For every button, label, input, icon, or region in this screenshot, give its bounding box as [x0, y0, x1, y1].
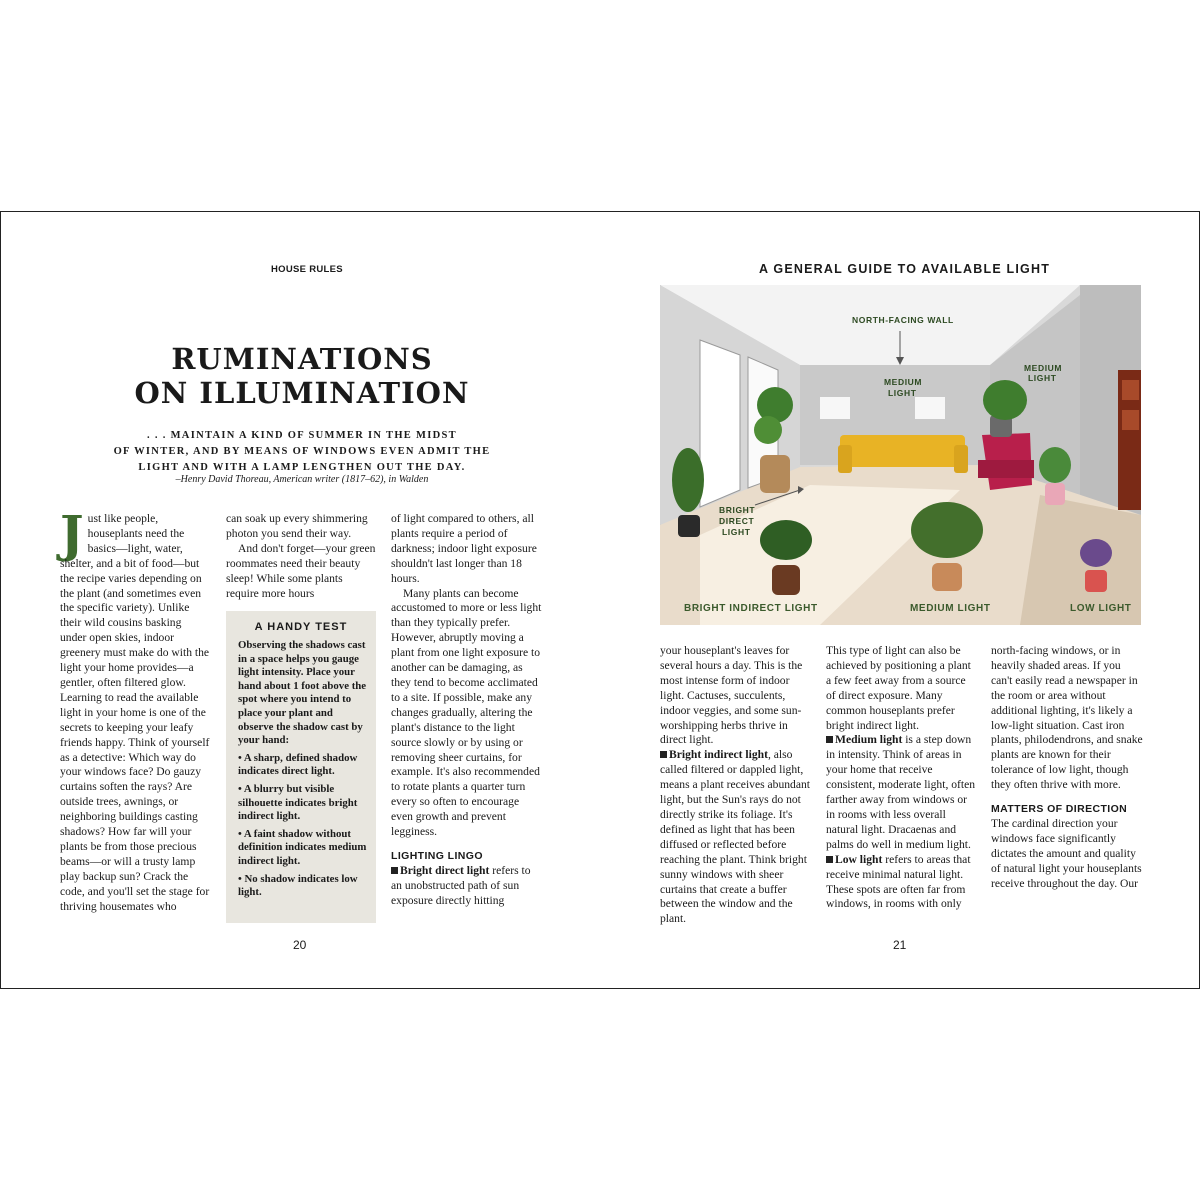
col2-paragraph-2: And don't forget—your green roommates need their beauty sleep! While some plants require more hours	[226, 541, 376, 600]
label-bright-direct-1: BRIGHT	[719, 505, 756, 515]
sidebar-title: A HANDY TEST	[254, 621, 348, 633]
handy-test-sidebar	[226, 611, 376, 923]
page-title	[121, 342, 483, 410]
sidebar-bullet-3: • A faint shadow without definition indicates medium indirect light.	[238, 827, 367, 867]
lighting-lingo-subhead: LIGHTING LINGO	[391, 849, 483, 862]
rcol3-text: north-facing windows, or in heavily shaded areas. If you can't easily read a newspaper in the room or area without additional lighting, it's likely a low-light situation. Cast iron plants, philodendrons, and snake plants are known for their tolerance of low light, though they often thrive with more.	[991, 644, 1143, 792]
title-line-2: ON ILLUMINATION	[134, 376, 470, 410]
dropcap: J	[60, 504, 84, 563]
left-column-2	[226, 512, 378, 601]
col3-paragraph-3: refers to an unobstructed path of sun exposure directly hitting	[391, 863, 531, 907]
label-medium-light-a2: LIGHT	[888, 388, 917, 398]
square-bullet-icon	[826, 856, 833, 863]
sidebar-intro: Observing the shadows cast in a space helps you gauge light intensity. Place your hand about 1 foot above the spot where you intend to place your plant and observe the shadow cast by your hand:	[238, 639, 367, 747]
quote-line-3: LIGHT AND WITH A LAMP LENGTHEN OUT THE DAY.	[138, 462, 466, 473]
matters-of-direction-subhead: MATTERS OF DIRECTION	[991, 803, 1128, 816]
room-illustration-svg	[660, 285, 1141, 625]
rcol2-text: This type of light can also be achieved by positioning a plant a few feet away from a source of direct exposure. Many common houseplants prefer bright indirect light.	[826, 644, 971, 732]
square-bullet-icon	[660, 751, 667, 758]
sidebar-bullet-2: • A blurry but visible silhouette indicates bright indirect light.	[238, 782, 358, 823]
label-bright-direct-2: DIRECT	[719, 516, 755, 526]
label-medium-light-a1: MEDIUM	[884, 377, 923, 387]
epigraph-quote	[97, 428, 507, 476]
col2-paragraph-1: can soak up every shimmering photon you send their way.	[226, 512, 368, 540]
col1-text: ust like people, houseplants need the basics—light, water, shelter, and a bit of food—but the recipe varies depending on the plant (and sometimes even the specific variety). Unlike their wild cousins basking under open skies, indoor greenery must make do with the light your home provides—a gentler, often filtered glow. Learning to read the available light in your home is one of the secrets to keeping your leafy friends happy. Think of yourself as a detective: Which way do your windows face? Do gauzy curtains soften the rays? Are outside trees, awnings, or neighboring buildings casting shadows? How far will your plants be from those precious beams—or will a trusty lamp play backup sun? Crack the code, and you'll set the stage for thriving housemates who	[60, 512, 210, 913]
figure-title: A GENERAL GUIDE TO AVAILABLE LIGHT	[759, 262, 1051, 276]
title-line-1: RUMINATIONS	[171, 342, 433, 376]
rcol2-text-2: is a step down in intensity. Think of areas in your home that receive consistent, moderate light, often farther away from windows or in rooms with less overall natural light. Dracaenas and palms do well in medium light.	[826, 733, 976, 851]
page-number-left: 20	[293, 938, 307, 952]
term-bright-direct: Bright direct light	[400, 863, 490, 877]
label-north-facing-wall: NORTH-FACING WALL	[852, 315, 954, 325]
sidebar-bullet-4: • No shadow indicates low light.	[238, 872, 358, 899]
label-low-light: LOW LIGHT	[1070, 603, 1132, 614]
col3-paragraph-2: Many plants can become accustomed to more or less light than they typically prefer. However, abruptly moving a plant from one light exposure to another can be damaging, as they tend to become acclimated to a site. If possible, make any changes gradually, altering the plant's distance to the light source slowly or by using or removing sheer curtains, for example. It's also recommended to rotate plants a quarter turn every so often to encourage even growth and prevent legginess.	[391, 586, 542, 839]
running-head: HOUSE RULES	[271, 264, 343, 275]
page-number-right: 21	[893, 938, 907, 952]
right-column-3	[991, 644, 1143, 892]
quote-line-1: . . . MAINTAIN A KIND OF SUMMER IN THE MIDST	[147, 430, 457, 441]
label-medium-light-b1: MEDIUM	[1024, 363, 1063, 373]
label-medium-light-b2: LIGHT	[1028, 373, 1057, 383]
room-illustration	[660, 285, 1141, 625]
term-bright-indirect: Bright indirect light	[669, 748, 768, 762]
quote-attribution: –Henry David Thoreau, American writer (1817–62), in Walden	[175, 474, 429, 485]
quote-line-2: OF WINTER, AND BY MEANS OF WINDOWS EVEN ADMIT THE	[113, 446, 491, 457]
right-column-1	[660, 644, 812, 927]
col3-paragraph-1: of light compared to others, all plants require a period of darkness; indoor light exposure shouldn't last longer than 18 hours.	[391, 512, 537, 585]
label-bright-indirect-light: BRIGHT INDIRECT LIGHT	[684, 603, 818, 614]
square-bullet-icon	[826, 736, 833, 743]
term-medium-light: Medium light	[835, 733, 903, 747]
rcol2-text-3: refers to areas that receive minimal natural light. These spots are often far from windows, in rooms with only	[826, 852, 971, 911]
right-column-2	[826, 644, 976, 912]
rcol1-text: your houseplant's leaves for several hours a day. This is the most intense form of indoor light. Cactuses, succulents, indoor veggies, and some sun-worshipping herbs thrive in direct light.	[660, 644, 803, 747]
book-spread	[0, 211, 1200, 989]
left-column-3	[391, 512, 543, 909]
rcol3-text-2: The cardinal direction your windows face significantly dictates the amount and quality of natural light your houseplants receive throughout the day. Our	[991, 816, 1142, 890]
left-column-1	[60, 504, 210, 914]
term-low-light: Low light	[835, 852, 883, 866]
label-bright-direct-3: LIGHT	[722, 527, 751, 537]
sidebar-bullet-1: • A sharp, defined shadow indicates direct light.	[238, 751, 358, 778]
rcol1-text-2: , also called filtered or dappled light, means a plant receives abundant light, but the Sun's rays do not directly strike its foliage. It's defined as light that has been diffused or reflected before reaching the plant. Think bright sunny windows with sheer curtains that create a buffer between the window and the plant.	[660, 748, 811, 926]
square-bullet-icon	[391, 867, 398, 874]
label-medium-light-floor: MEDIUM LIGHT	[910, 603, 991, 614]
